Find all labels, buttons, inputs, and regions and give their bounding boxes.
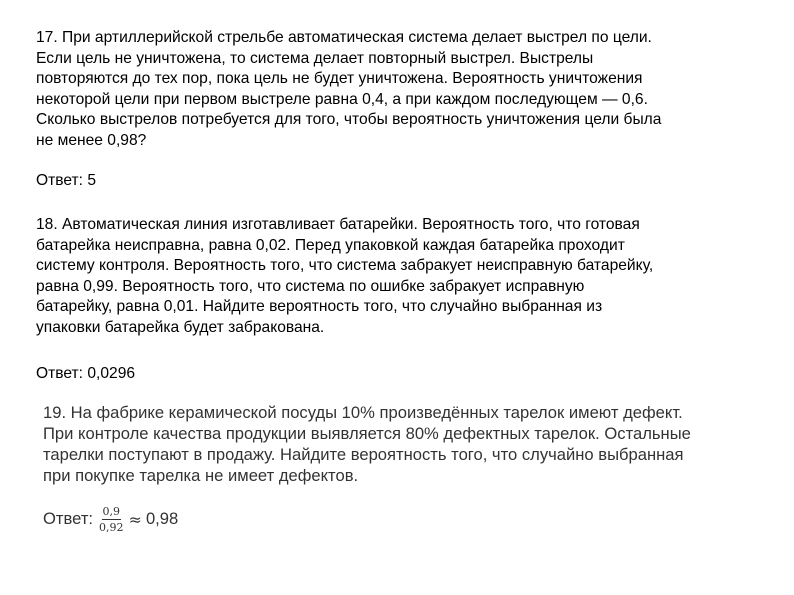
- problem-18-answer: Ответ: 0,0296: [36, 365, 136, 382]
- problem-17-text: 17. При артиллерийской стрельбе автоматическая система делает выстрел по цели. Если цель не уничтожена, то система делает повторный выстрел. Выстрелы повторяются до тех пор, пока цель не будет уничтожена. Вероятность уничтожения некоторой цели при первом выстреле равна 0,4, а при каждом последующем — 0,6. Сколько выстрелов потребуется для того, чтобы вероятность уничтожения цели была не менее 0,98?: [36, 29, 662, 149]
- approx-sign: ≈: [128, 509, 142, 529]
- problem-19-answer: [43, 499, 178, 539]
- approx-value: 0,98: [145, 509, 179, 528]
- problem-17-answer: Ответ: 5: [36, 172, 97, 189]
- problem-19-text: 19. На фабрике керамической посуды 10% произведённых тарелок имеют дефект. При контроле качества продукции выявляется 80% дефектных тарелок. Остальные тарелки поступают в продажу. Найдите вероятность того, что случайно выбранная при покупке тарелка не имеет дефектов.: [43, 403, 691, 485]
- fraction-denominator: 0,92: [99, 520, 124, 534]
- problem-18-text: 18. Автоматическая линия изготавливает батарейки. Вероятность того, что готовая батарейка неисправна, равна 0,02. Перед упаковкой каждая батарейка проходит систему контроля. Вероятность того, что система забракует неисправную батарейку, равна 0,99. Вероятность того, что система по ошибке забракует исправную батарейку, равна 0,01. Найдите вероятность того, что случайно выбранная из упаковки батарейка будет забракована.: [36, 216, 654, 336]
- answer-fraction: [99, 505, 124, 534]
- answer-label: Ответ:: [43, 509, 94, 528]
- fraction-numerator: 0,9: [102, 504, 121, 518]
